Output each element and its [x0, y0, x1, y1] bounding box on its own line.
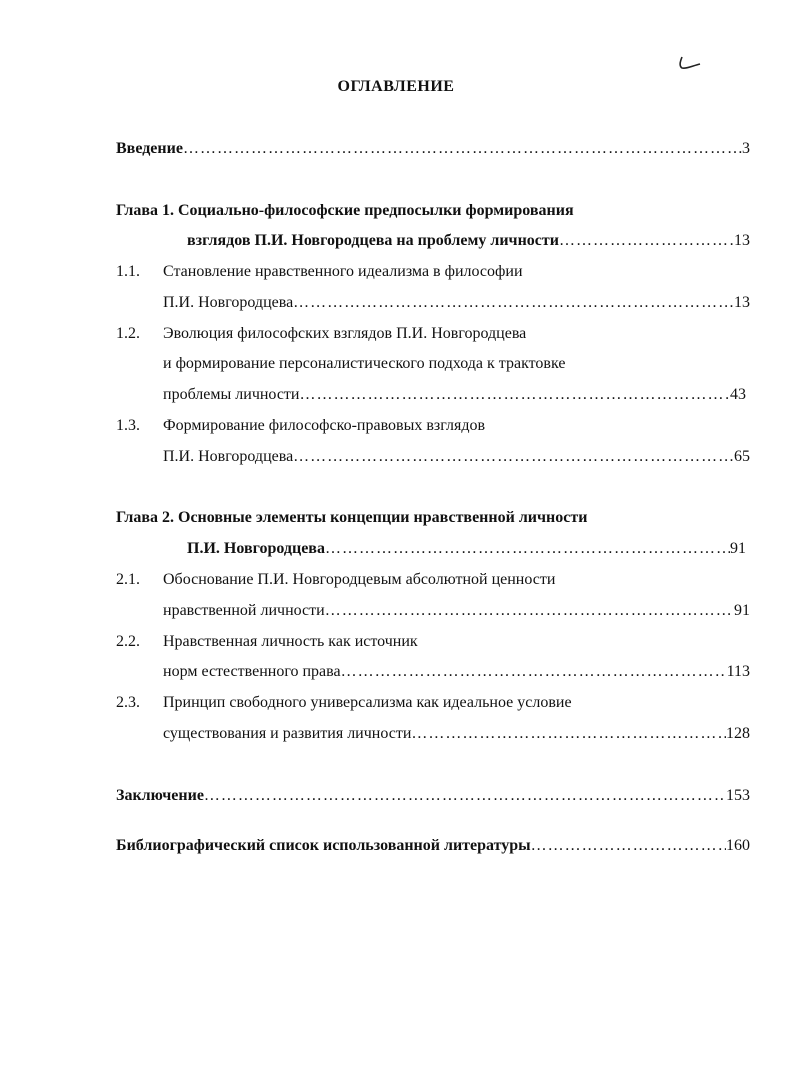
toc-entry-label: Библиографический список использованной литературы [116, 837, 531, 854]
toc-chapter-2-line1[interactable]: Глава 2. Основные элементы концепции нравственной личности [116, 509, 588, 526]
toc-page-number: 91 [734, 602, 750, 619]
toc-section-1-2-line2[interactable]: и формирование персоналистического подхода к трактовке [163, 355, 566, 372]
toc-entry-label: П.И. Новгородцева [187, 540, 325, 557]
toc-section-1-3[interactable] [163, 448, 750, 466]
toc-section-1-2-line1[interactable]: Эволюция философских взглядов П.И. Новгородцева [163, 325, 527, 342]
toc-section-2-3-line1[interactable]: Принцип свободного универсализма как идеальное условие [163, 694, 572, 711]
dot-leader [559, 232, 734, 250]
toc-section-number: 2.2. [116, 633, 140, 650]
toc-entry-label: взглядов П.И. Новгородцева на проблему личности [187, 232, 559, 249]
toc-section-1-1[interactable] [163, 294, 750, 312]
dot-leader [531, 837, 726, 855]
toc-entry-label: существования и развития личности [163, 725, 412, 742]
toc-section-number: 2.1. [116, 571, 140, 588]
toc-chapter-2[interactable] [187, 540, 746, 558]
toc-chapter-1-line1[interactable]: Глава 1. Социально-философские предпосылки формирования [116, 202, 574, 219]
toc-entry-conclusion[interactable] [116, 787, 750, 805]
dot-leader [204, 787, 726, 805]
toc-section-number: 1.2. [116, 325, 140, 342]
dot-leader [341, 663, 727, 681]
toc-entry-label: П.И. Новгородцева [163, 294, 294, 311]
toc-page-number: 153 [726, 787, 750, 804]
dot-leader [325, 602, 734, 620]
toc-entry-label: П.И. Новгородцева [163, 448, 294, 465]
handwritten-mark [676, 54, 706, 74]
toc-chapter-1[interactable] [187, 232, 750, 250]
toc-section-number: 2.3. [116, 694, 140, 711]
toc-section-number: 1.3. [116, 417, 140, 434]
dot-leader [299, 386, 730, 404]
toc-entry-label: Введение [116, 140, 183, 157]
toc-section-2-1-line1[interactable]: Обоснование П.И. Новгородцевым абсолютной ценности [163, 571, 556, 588]
toc-section-number: 1.1. [116, 263, 140, 280]
toc-page-number: 65 [734, 448, 750, 465]
toc-section-2-1[interactable] [163, 602, 750, 620]
dot-leader [411, 725, 726, 743]
toc-section-2-2-line1[interactable]: Нравственная личность как источник [163, 633, 418, 650]
toc-page-number: 91 [730, 540, 746, 557]
toc-entry-label: нравственной личности [163, 602, 325, 619]
toc-section-1-2[interactable] [163, 386, 746, 404]
toc-entry-intro[interactable] [116, 140, 750, 158]
toc-page-number: 3 [742, 140, 750, 157]
toc-section-1-1-line1[interactable]: Становление нравственного идеализма в философии [163, 263, 523, 280]
toc-page-number: 13 [734, 294, 750, 311]
dot-leader [293, 294, 734, 312]
dot-leader [293, 448, 734, 466]
toc-page-number: 128 [726, 725, 750, 742]
toc-section-2-3[interactable] [163, 725, 750, 743]
toc-entry-label: Заключение [116, 787, 204, 804]
toc-section-2-2[interactable] [163, 663, 750, 681]
dot-leader [183, 140, 742, 158]
toc-entry-bibliography[interactable] [116, 837, 750, 855]
toc-page-number: 43 [730, 386, 746, 403]
dot-leader [325, 540, 730, 558]
toc-section-1-3-line1[interactable]: Формирование философско-правовых взглядов [163, 417, 486, 434]
toc-page-number: 113 [726, 663, 750, 680]
toc-entry-label: проблемы личности [163, 386, 300, 403]
toc-page-number: 160 [726, 837, 750, 854]
page-title: ОГЛАВЛЕНИЕ [337, 78, 455, 95]
toc-entry-label: норм естественного права [163, 663, 341, 680]
toc-page-number: 13 [734, 232, 750, 249]
